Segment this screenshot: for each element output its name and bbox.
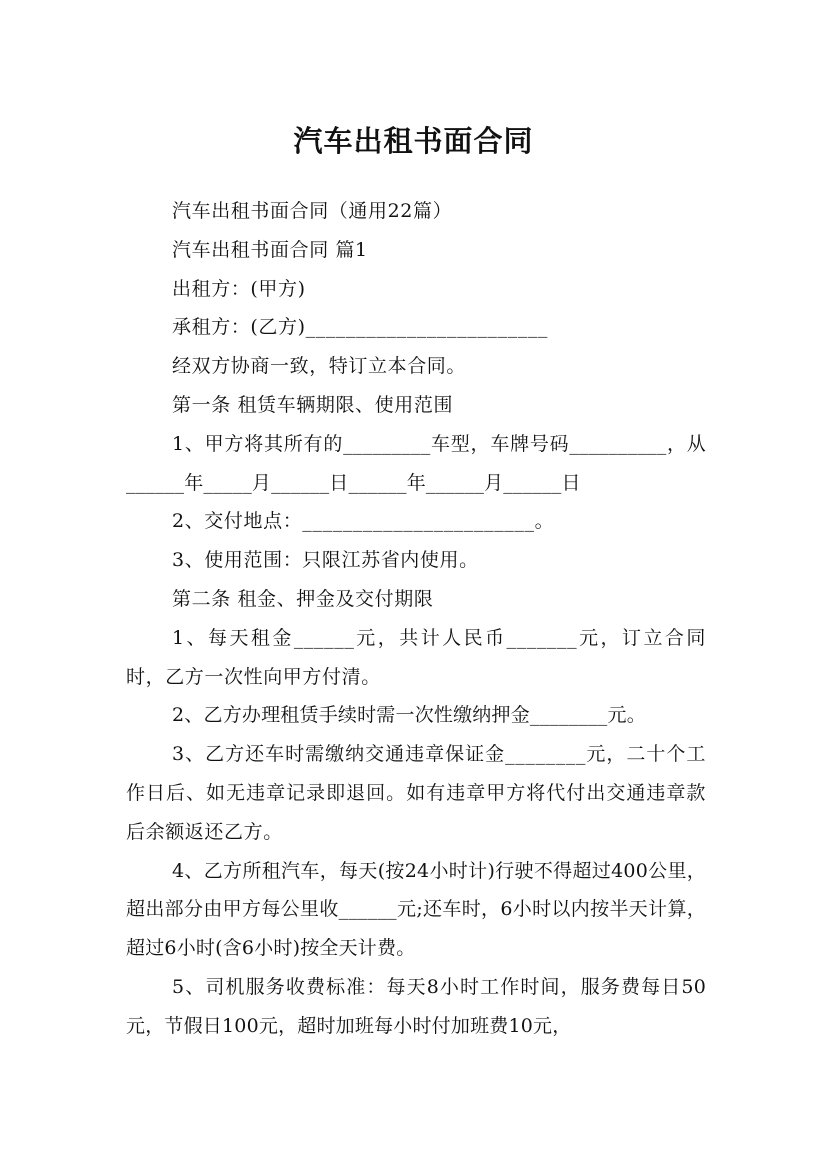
paragraph-chapter: 汽车出租书面合同 篇1	[172, 238, 368, 261]
paragraph-article-2-item-5: 5、司机服务收费标准：每天8小时工作时间，服务费每日50元，节假日100元，超时加班每小时付加班费10元，	[126, 975, 706, 1037]
paragraph-article-2-heading: 第二条 租金、押金及交付期限	[172, 587, 434, 610]
paragraph-article-1-item-1: 1、甲方将其所有的_________车型，车牌号码__________，从______年_____月______日______年______月______日	[126, 432, 706, 494]
paragraph-article-1-item-2: 2、交付地点：_______________________。	[172, 510, 555, 533]
paragraph-article-2-item-1: 1、每天租金______元，共计人民币_______元，订立合同时，乙方一次性向甲方付清。	[126, 626, 706, 688]
paragraph-article-1-item-3: 3、使用范围：只限江苏省内使用。	[172, 549, 479, 572]
paragraph-lessor: 出租方：(甲方)	[172, 277, 306, 300]
paragraph-lessee: 承租方：(乙方)________________________	[172, 316, 549, 339]
document-title: 汽车出租书面合同	[293, 124, 534, 159]
document-body	[126, 192, 706, 1046]
paragraph-agreement: 经双方协商一致，特订立本合同。	[172, 355, 467, 378]
paragraph-article-1-heading: 第一条 租赁车辆期限、使用范围	[172, 393, 454, 416]
paragraph-subtitle: 汽车出租书面合同（通用22篇）	[172, 200, 453, 222]
paragraph-article-2-item-2: 2、乙方办理租赁手续时需一次性缴纳押金________元。	[172, 704, 646, 727]
paragraph-article-2-item-3: 3、乙方还车时需缴纳交通违章保证金________元，二十个工作日后、如无违章记录即退回。如有违章甲方将代付出交通违章款后余额返还乙方。	[126, 743, 706, 843]
paragraph-article-2-item-4: 4、乙方所租汽车，每天(按24小时计)行驶不得超过400公里，超出部分由甲方每公里收______元;还车时，6小时以内按半天计算，超过6小时(含6小时)按全天计费。	[126, 859, 706, 960]
